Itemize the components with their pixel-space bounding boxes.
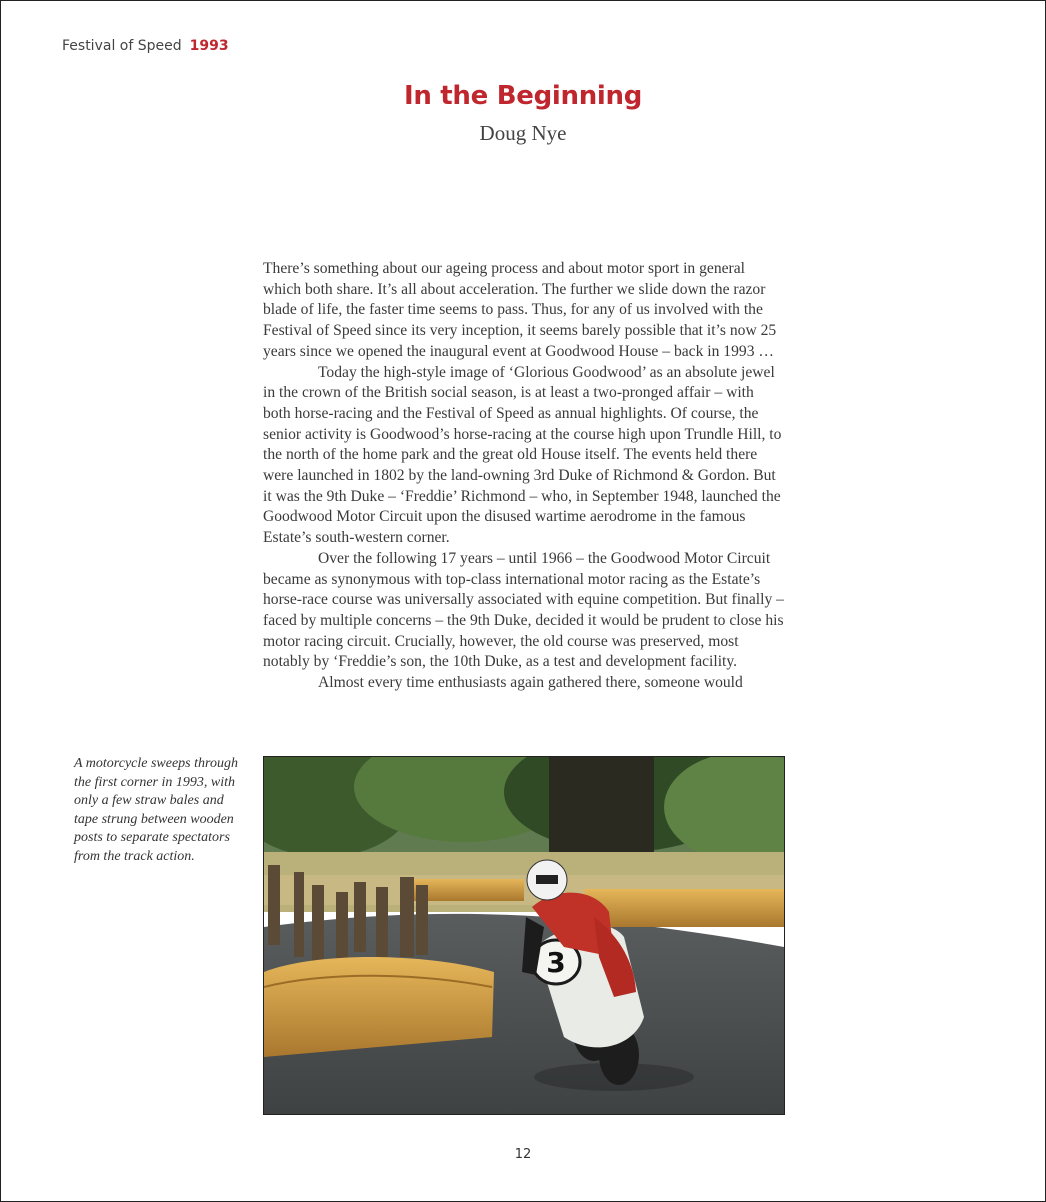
paragraph-3: Over the following 17 years – until 1966 – the Goodwood Motor Circuit became as synonymous with top-class international motor racing as the Estate’s horse-race course was universally associated with equine competition. But finally – faced by multiple concerns – the 9th Duke, decided it would be prudent to close his motor racing circuit. Crucially, however, the old course was preserved, most notably by ‘Freddie’s son, the 10th Duke, as a test and development facility. (263, 549, 784, 671)
article-body (263, 259, 785, 694)
article-title: In the Beginning (403, 81, 643, 111)
paragraph-4: Almost every time enthusiasts again gathered there, someone would (318, 674, 743, 692)
page-number: 12 (514, 1147, 532, 1162)
article-author: Doug Nye (479, 121, 567, 145)
photo-caption: A motorcycle sweeps through the first corner in 1993, with only a few straw bales and tape strung between wooden posts to separate spectators from the track action. (74, 756, 238, 864)
paragraph-1: There’s something about our ageing process and about motor sport in general which both share. It’s all about acceleration. The further we slide down the razor blade of life, the faster time seems to pass. Thus, for any of us involved with the Festival of Speed since its very inception, it seems barely possible that it’s now 25 years since we opened the inaugural event at Goodwood House – back in 1993 … (263, 260, 777, 360)
running-head-year: 1993 (189, 38, 229, 54)
race-number: 3 (546, 946, 566, 979)
running-head-section: Festival of Speed (62, 38, 182, 54)
motorcycle-photo (263, 756, 785, 1115)
running-head (62, 38, 229, 54)
paragraph-2: Today the high-style image of ‘Glorious Goodwood’ as an absolute jewel in the crown of the British social season, is at least a two-pronged affair – with both horse-racing and the Festival of Speed as annual highlights. Of course, the senior activity is Goodwood’s horse-racing at the course high upon Trundle Hill, to the north of the home park and the great old House itself. The events held there were launched in 1802 by the land-owning 3rd Duke of Richmond & Gordon. But it was the 9th Duke – ‘Freddie’ Richmond – who, in September 1948, launched the Goodwood Motor Circuit upon the disused wartime aerodrome in the famous Estate’s south-western corner. (263, 363, 782, 547)
